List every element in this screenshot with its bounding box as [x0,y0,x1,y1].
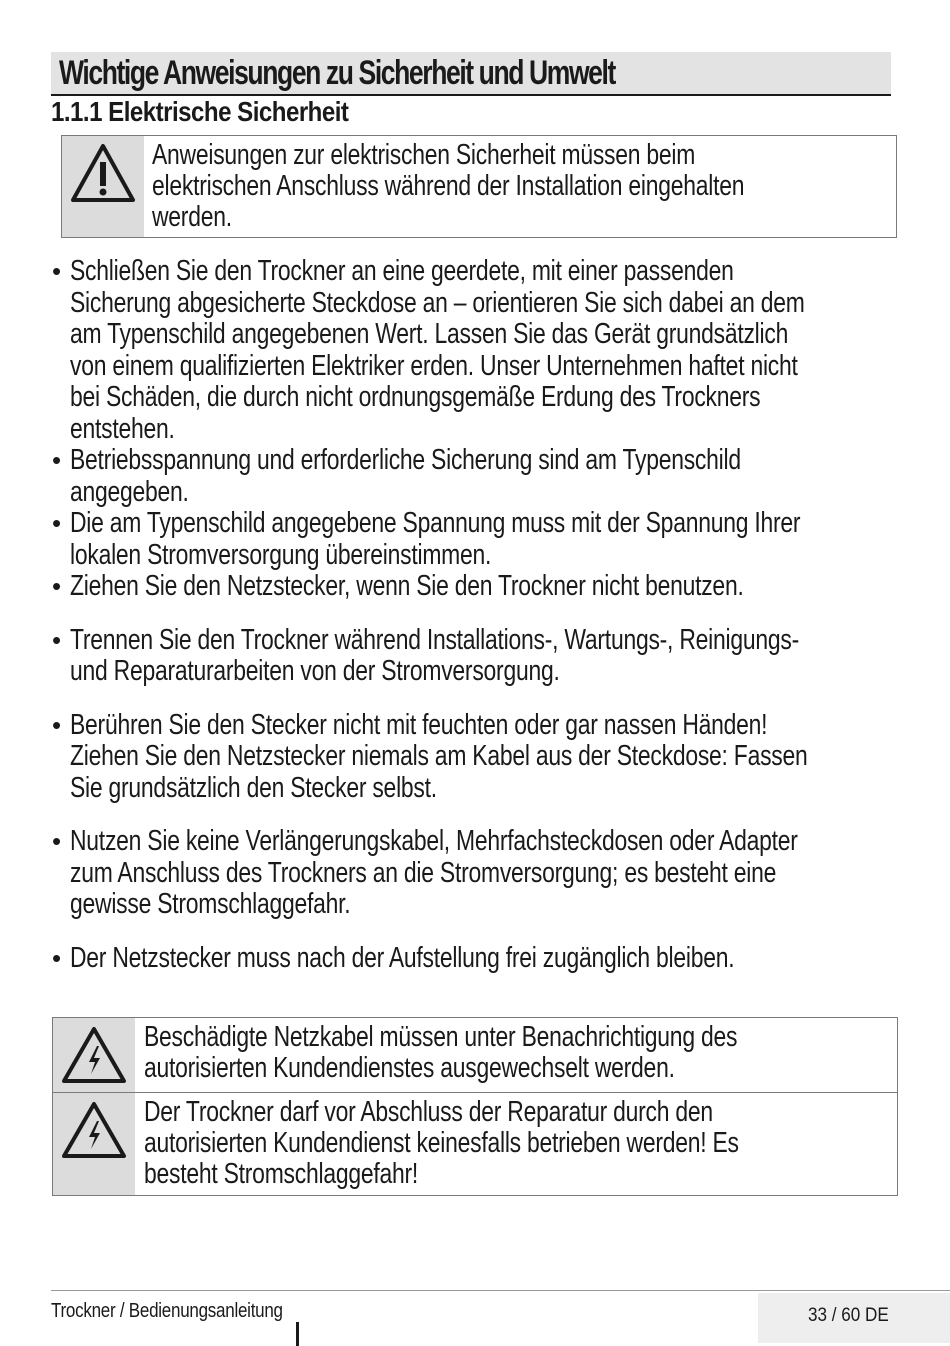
text-line: werden. [152,201,232,233]
danger-notice-row [53,1018,897,1093]
text-line: Anweisungen zur elektrischen Sicherheit müssen beim [152,139,696,171]
bullet-icon: • [52,256,61,286]
list-item: • Trennen Sie den Trockner während Installations-, Wartungs-, Reinigungs- und Reparaturarbeiten von der Stromversorgung. [52,623,799,687]
text-line: elektrischen Anschluss während der Installation eingehalten [152,170,745,202]
warning-notice [61,135,897,238]
bullet-icon: • [52,571,61,601]
safety-bullet-list [50,256,900,974]
footer-divider [51,1290,950,1291]
bullet-icon: • [52,508,61,538]
page-title: Wichtige Anweisungen zu Sicherheit und Umwelt [59,54,615,92]
danger-text [144,1097,897,1190]
text-line: besteht Stromschlaggefahr! [144,1158,419,1190]
text-line: Beschädigte Netzkabel müssen unter Benachrichtigung des [144,1021,738,1053]
list-item: • Schließen Sie den Trockner an eine geerdete, mit einer passenden Sicherung abgesicherte Steckdose an – orientieren Sie sich dabei an dem am Typenschild angegebenen Wert. Lassen Sie das Gerät grundsätzlich von einem qualifizierten Elektriker erden. Unser Unternehmen haftet nicht bei Schäden, die durch nicht ordnungsgemäße Erdung des Trockners entstehen. [52,255,805,445]
list-item: • Die am Typenschild angegebene Spannung muss mit der Spannung Ihrer lokalen Stromversorgung übereinstimmen. [52,507,801,571]
notice-text [152,140,902,233]
electric-shock-warning-icon [59,1099,129,1161]
warning-exclamation-icon [69,142,137,204]
danger-icon-cell [53,1093,135,1195]
list-item: • Ziehen Sie den Netzstecker, wenn Sie den Trockner nicht benutzen. [52,570,744,602]
page-number: 33 / 60 DE [808,1305,889,1326]
page-header [51,52,891,96]
text-line: autorisierten Kundendienst keinesfalls betrieben werden! Es [144,1127,739,1159]
bullet-icon: • [52,709,61,740]
warning-icon-cell [62,136,144,237]
electric-shock-warning-icon [59,1024,129,1086]
list-item: • Nutzen Sie keine Verlängerungskabel, Mehrfachsteckdosen oder Adapter zum Anschluss des Trockners an die Stromversorgung; es besteht eine gewisse Stromschlaggefahr. [52,825,798,920]
footer-document-title: Trockner / Bedienungsanleitung [51,1300,283,1322]
danger-notice-table [52,1017,898,1196]
danger-icon-cell [53,1018,135,1092]
section-title: 1.1.1 Elektrische Sicherheit [51,96,349,127]
bullet-icon: • [52,445,61,475]
list-item: • Berühren Sie den Stecker nicht mit feuchten oder gar nassen Händen! Ziehen Sie den Netzstecker niemals am Kabel aus der Steckdose: Fassen Sie grundsätzlich den Stecker selbst. [52,708,808,804]
bullet-icon: • [52,624,61,655]
list-item: • Der Netzstecker muss nach der Aufstellung frei zugänglich bleiben. [52,941,735,974]
danger-notice-row [53,1093,897,1195]
list-item: • Betriebsspannung und erforderliche Sicherung sind am Typenschild angegeben. [52,444,741,508]
danger-text [144,1022,895,1084]
text-line: Der Trockner darf vor Abschluss der Reparatur durch den [144,1096,713,1128]
text-line: autorisierten Kundendienstes ausgewechselt werden. [144,1052,675,1084]
crop-mark [296,1322,299,1346]
bullet-icon: • [52,942,61,973]
bullet-icon: • [52,826,61,856]
